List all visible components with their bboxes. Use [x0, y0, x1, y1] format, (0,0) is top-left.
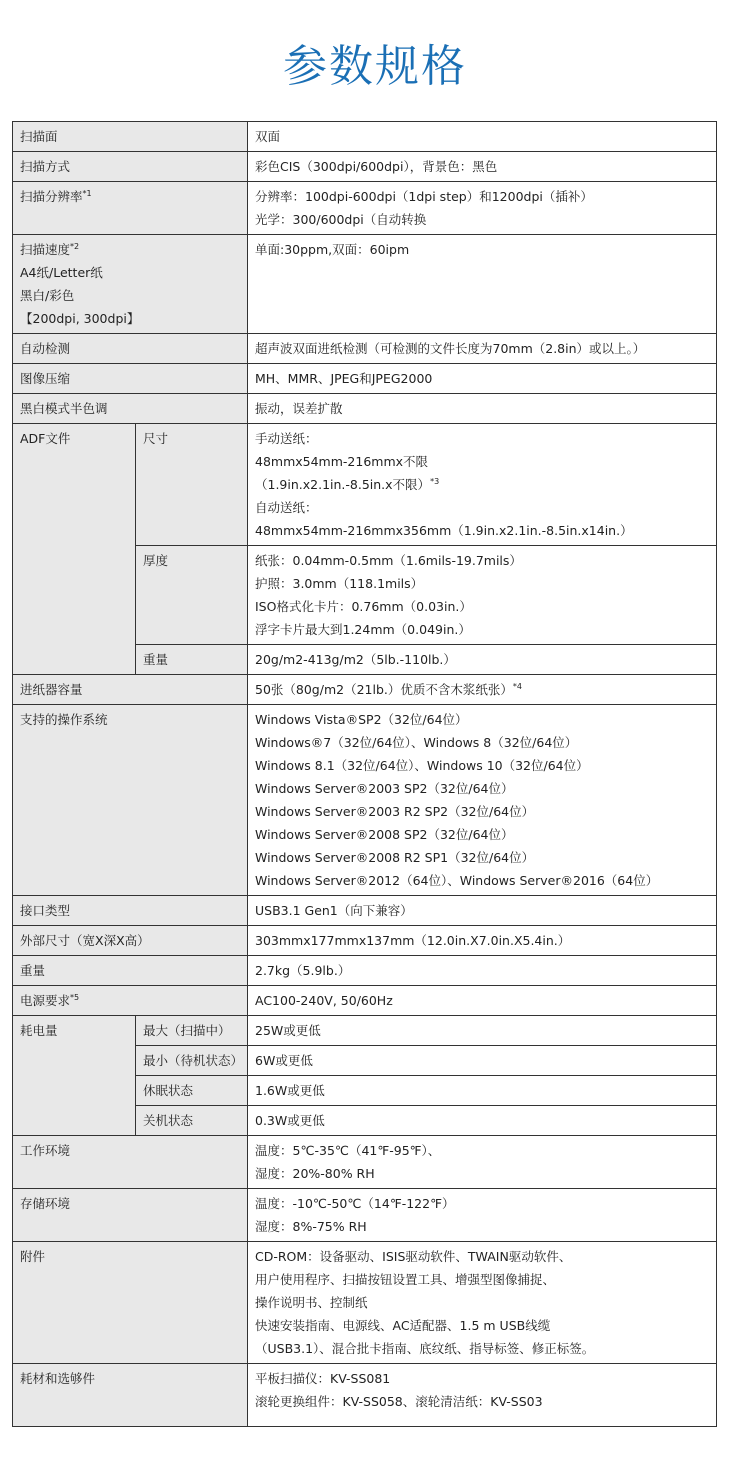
row-label: 存储环境 [13, 1189, 248, 1242]
table-row [13, 956, 717, 986]
table-row [13, 1136, 717, 1189]
sub-label: 最大（扫描中） [136, 1016, 248, 1046]
value-line: ISO格式化卡片：0.76mm（0.03in.） [255, 599, 472, 614]
row-label: 重量 [13, 956, 248, 986]
sub-label: 尺寸 [136, 424, 248, 546]
table-row [13, 394, 717, 424]
value-line: 操作说明书、控制纸 [255, 1295, 368, 1310]
row-value: 25W或更低 [248, 1016, 717, 1046]
row-value: 彩色CIS（300dpi/600dpi），背景色：黑色 [248, 152, 717, 182]
row-value: MH、MMR、JPEG和JPEG2000 [248, 364, 717, 394]
row-value: 振动，误差扩散 [248, 394, 717, 424]
row-value [248, 1364, 717, 1427]
value-line: Windows 8.1（32位/64位）、Windows 10（32位/64位） [255, 758, 589, 773]
table-row [13, 1189, 717, 1242]
value-line: 分辨率：100dpi-600dpi（1dpi step）和1200dpi（插补） [255, 189, 593, 204]
value-line: Windows Server®2012（64位）、Windows Server®2016（64位） [255, 873, 659, 888]
row-value: 单面:30ppm,双面：60ipm [248, 235, 717, 334]
row-value [248, 424, 717, 546]
value-text: （1.9in.x2.1in.-8.5in.x不限） [255, 477, 431, 492]
row-value [248, 182, 717, 235]
value-line: 快速安装指南、电源线、AC适配器、1.5 m USB线缆 [255, 1318, 551, 1333]
table-row [13, 926, 717, 956]
sub-label: 厚度 [136, 546, 248, 645]
footnote-mark: *3 [430, 476, 440, 486]
row-value-cell [248, 675, 717, 705]
row-label: 外部尺寸（宽X深X高） [13, 926, 248, 956]
value-line: Windows Server®2003 R2 SP2（32位/64位） [255, 804, 535, 819]
value-line: 48mmx54mm-216mmx不限 [255, 454, 429, 469]
table-row [13, 334, 717, 364]
row-label: 耗电量 [13, 1016, 136, 1136]
value-line: Windows Server®2003 SP2（32位/64位） [255, 781, 514, 796]
value-line: 自动送纸： [255, 500, 318, 515]
label-line: 【200dpi, 300dpi】 [20, 311, 140, 326]
table-row [13, 675, 717, 705]
value-line: 光学：300/600dpi（自动转换 [255, 212, 427, 227]
value-line: 温度：5℃-35℃（41℉-95℉）、 [255, 1143, 441, 1158]
row-label: 工作环境 [13, 1136, 248, 1189]
table-row [13, 1242, 717, 1364]
row-value: 超声波双面进纸检测（可检测的文件长度为70mm（2.8in）或以上。） [248, 334, 717, 364]
value-line [255, 473, 709, 496]
row-label: ADF文件 [13, 424, 136, 675]
row-label: 自动检测 [13, 334, 248, 364]
sub-label: 最小（待机状态） [136, 1046, 248, 1076]
table-row [13, 152, 717, 182]
row-label: 附件 [13, 1242, 248, 1364]
row-value [248, 1242, 717, 1364]
row-value: 0.3W或更低 [248, 1106, 717, 1136]
table-row [13, 364, 717, 394]
value-line: 纸张：0.04mm-0.5mm（1.6mils-19.7mils） [255, 553, 522, 568]
value-line: 护照：3.0mm（118.1mils） [255, 576, 424, 591]
row-label: 扫描面 [13, 122, 248, 152]
value-line: 手动送纸： [255, 431, 318, 446]
row-value: 50张（80g/m2（21lb.）优质不含木浆纸张） [255, 682, 513, 697]
row-value [248, 705, 717, 896]
row-label: 接口类型 [13, 896, 248, 926]
row-label-cell [13, 986, 248, 1016]
row-label: 扫描分辨率 [20, 189, 83, 204]
value-line: 用户使用程序、扫描按钮设置工具、增强型图像捕捉、 [255, 1272, 556, 1287]
value-line: Windows Vista®SP2（32位/64位） [255, 712, 468, 727]
sub-label: 休眠状态 [136, 1076, 248, 1106]
row-label: 耗材和选够件 [13, 1364, 248, 1427]
value-line: 湿度：20%-80% RH [255, 1166, 375, 1181]
value-line: 温度：-10℃-50℃（14℉-122℉） [255, 1196, 455, 1211]
table-row [13, 1364, 717, 1427]
row-value: 303mmx177mmx137mm（12.0in.X7.0in.X5.4in.） [248, 926, 717, 956]
row-value: 6W或更低 [248, 1046, 717, 1076]
table-row [13, 122, 717, 152]
row-label: 图像压缩 [13, 364, 248, 394]
table-row [13, 986, 717, 1016]
value-line: 48mmx54mm-216mmx356mm（1.9in.x2.1in.-8.5in.x14in.） [255, 523, 633, 538]
row-value: 20g/m2-413g/m2（5lb.-110lb.） [248, 645, 717, 675]
value-line: 浮字卡片最大到1.24mm（0.049in.） [255, 622, 471, 637]
value-line: Windows®7（32位/64位）、Windows 8（32位/64位） [255, 735, 578, 750]
spec-table [12, 121, 717, 1427]
row-value [248, 546, 717, 645]
row-label: 支持的操作系统 [13, 705, 248, 896]
row-value: AC100-240V, 50/60Hz [248, 986, 717, 1016]
value-line: Windows Server®2008 R2 SP1（32位/64位） [255, 850, 535, 865]
table-row [13, 424, 717, 546]
label-line: A4纸/Letter纸 [20, 265, 103, 280]
row-value [248, 1136, 717, 1189]
row-label: 扫描方式 [13, 152, 248, 182]
table-row [13, 896, 717, 926]
row-label: 电源要求 [20, 993, 71, 1008]
value-line: 湿度：8%-75% RH [255, 1219, 367, 1234]
label-line: 黑白/彩色 [20, 288, 75, 303]
row-value [248, 1189, 717, 1242]
value-line: 平板扫描仪：KV-SS081 [255, 1371, 391, 1386]
row-value: USB3.1 Gen1（向下兼容） [248, 896, 717, 926]
value-line: CD-ROM：设备驱动、ISIS驱动软件、TWAIN驱动软件、 [255, 1249, 572, 1264]
footnote-mark: *4 [512, 681, 522, 691]
footnote-mark: *1 [82, 188, 92, 198]
row-label: 黑白模式半色调 [13, 394, 248, 424]
table-row [13, 1016, 717, 1046]
row-value: 1.6W或更低 [248, 1076, 717, 1106]
table-row [13, 235, 717, 334]
footnote-mark: *5 [70, 992, 80, 1002]
row-value: 双面 [248, 122, 717, 152]
row-label-cell [13, 235, 248, 334]
table-row [13, 182, 717, 235]
row-label: 扫描速度 [20, 242, 71, 257]
row-label: 进纸器容量 [13, 675, 248, 705]
value-line: （USB3.1）、混合批卡指南、底纹纸、指导标签、修正标签。 [255, 1341, 595, 1356]
row-value: 2.7kg（5.9lb.） [248, 956, 717, 986]
page-title: 参数规格 [283, 41, 467, 92]
row-label-cell [13, 182, 248, 235]
table-row [13, 705, 717, 896]
footnote-mark: *2 [70, 241, 80, 251]
sub-label: 重量 [136, 645, 248, 675]
value-line: Windows Server®2008 SP2（32位/64位） [255, 827, 514, 842]
label-line [20, 238, 240, 261]
sub-label: 关机状态 [136, 1106, 248, 1136]
value-line: 滚轮更换组件：KV-SS058、滚轮清洁纸：KV-SS03 [255, 1394, 543, 1409]
